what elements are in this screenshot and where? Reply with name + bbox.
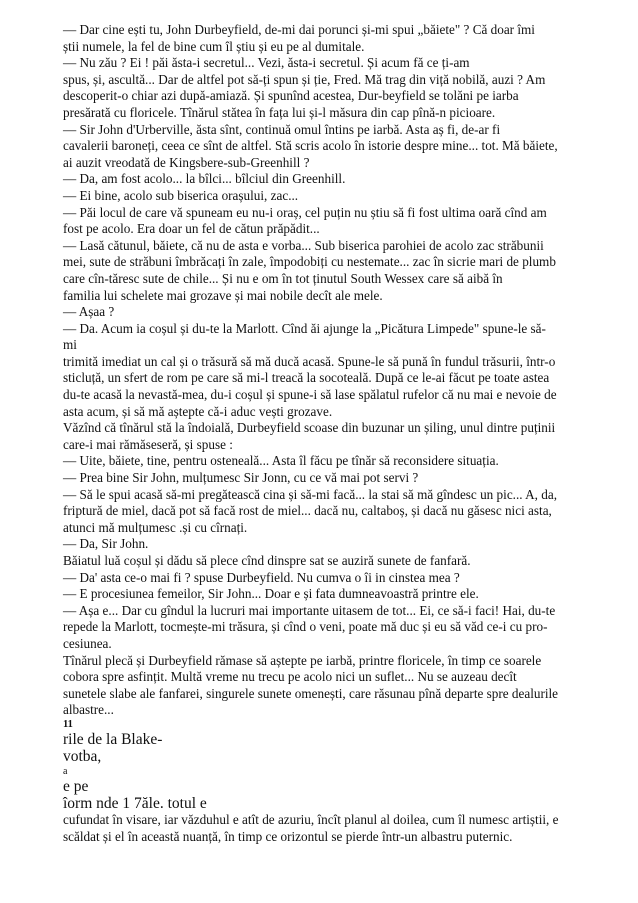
text-line: du-te acasă la nevastă-mea, du-i coșul și spune-i să lase spălatul rufelor că nu mai e nevoie de xyxy=(63,387,557,403)
text-line: — Da, am fost acolo... la bîlci... bîlciul din Greenhill. xyxy=(63,171,346,187)
fragment-line: rile de la Blake- xyxy=(63,730,163,748)
text-line: mei, sute de străbuni îmbrăcați în zale, împodobiți cu nestemate... zac în sicrie mari de plumb xyxy=(63,254,556,270)
text-line: care cîn-tăresc sute de chile... Și nu e om în tot ținutul South Wessex care să aibă în xyxy=(63,270,503,286)
text-line: — Lasă cătunul, băiete, că nu de asta e vorba... Sub biserica parohiei de acolo zac străbunii xyxy=(63,237,544,253)
text-line: spus, și, ascultă... Dar de altfel pot să-ți spun și ție, Fred. Mă trag din viță nobilă, auzi ? Am xyxy=(63,71,546,87)
tail-line: cufundat în visare, iar văzduhul e atît de azuriu, încît planul al doilea, cum îl numesc artiștii, e xyxy=(63,811,559,827)
text-line: atunci mă mulțumesc .și cu cîrnați. xyxy=(63,519,248,535)
text-line: Văzînd că tînărul stă la îndoială, Durbeyfield scoase din buzunar un șiling, unul dintre puținii xyxy=(63,420,556,436)
text-line: — Să le spui acasă să-mi pregătească cina și să-mi facă... la stai să mă gîndesc un pic... A, da, xyxy=(63,486,557,502)
text-line: repede la Marlott, tocmește-mi trăsura, și cînd o veni, poate mă duc și eu să văd ce-i cu pro- xyxy=(63,619,548,635)
page-number: 11 xyxy=(63,718,73,730)
text-line: sticluță, un sfert de rom pe care să mi-l treacă la socoteală. După ce le-ai făcut pe toate astea xyxy=(63,370,550,386)
text-line: friptură de miel, dacă pot să facă rost de miel... dacă nu, caltaboș, și dacă nu găsesc nici asta, xyxy=(63,503,552,519)
text-line: descoperit-o chiar azi după-amiază. Și spunînd acestea, Dur-beyfield se tolăni pe iarba xyxy=(63,88,519,104)
fragment-line: votba, xyxy=(63,747,102,765)
text-line: — Dar cine ești tu, John Durbeyfield, de-mi dai porunci și-mi spui „băiete" ? Că doar îmi xyxy=(63,22,535,37)
text-line: — Uite, băiete, tine, pentru osteneală... Asta îl făcu pe tînăr să reconsidere situația. xyxy=(63,453,499,469)
stray-fragments xyxy=(63,731,573,812)
text-line: albastre... xyxy=(63,702,114,718)
text-line: Băiatul luă coșul și dădu să plece cînd dinspre sat se auziră sunete de fanfară. xyxy=(63,553,471,568)
fragment-line: îorm nde 1 7ăle. totul e xyxy=(63,794,207,812)
text-line: presărată cu floricele. Tînărul stătea în fața lui și-l măsura din cap pînă-n picioare. xyxy=(63,104,496,120)
text-line: — Ei bine, acolo sub biserica orașului, zac... xyxy=(63,187,299,203)
text-line: — Da. Acum ia coșul și du-te la Marlott. Cînd ăi ajunge la „Picătura Limpede" spune-le să- xyxy=(63,320,546,336)
text-line: — Sir John d'Urberville, ăsta sînt, continuă omul întins pe iarbă. Asta aș fi, de-ar fi xyxy=(63,121,501,137)
text-line: trimită imediat un cal și o trăsură să mă ducă acasă. Spune-le să pună în fundul trăsurii, într-o xyxy=(63,353,556,369)
text-line: — Prea bine Sir John, mulțumesc Sir Jonn, cu ce vă mai pot servi ? xyxy=(63,470,419,486)
text-line: știi numele, la fel de bine cum îl știu și eu pe al dumitale. xyxy=(63,38,365,54)
text-line: — Nu zău ? Ei ! păi ăsta-i secretul... Vezi, ăsta-i secretul. Și acum fă ce ți-am xyxy=(63,55,470,71)
tail-line: scăldat și el în această nuanță, în timp ce orizontul se pierde într-un albastru puternic. xyxy=(63,828,513,844)
text-line: asta acum, și să mă aștepte că-i aduc vești grozave. xyxy=(63,403,333,419)
text-line: — Așa e... Dar cu gîndul la lucruri mai importante uitasem de tot... Ei, ce să-i faci! Hai, du-te xyxy=(63,602,556,618)
fragment-line: e pe xyxy=(63,777,89,795)
text-line: cesiunea. xyxy=(63,635,112,651)
text-line: Tînărul plecă și Durbeyfield rămase să aștepte pe iarbă, printre floricele, în timp ce soarele xyxy=(63,652,542,668)
tail-text xyxy=(63,812,573,845)
text-line: cavalerii baroneți, ceea ce sînt de altfel. Stă scris acolo în istorie despre mine... tot. Mă băiete, xyxy=(63,138,558,154)
text-line: — Păi locul de care vă spuneam eu nu-i oraș, cel puțin nu știu să fi fost ultima oară cînd am xyxy=(63,204,547,220)
text-line: — Da' asta ce-o mai fi ? spuse Durbeyfield. Nu cumva o îi in cinstea mea ? xyxy=(63,569,460,585)
fragment-line: a xyxy=(63,765,68,777)
text-line: — Așaa ? xyxy=(63,304,115,320)
text-line: familia lui schelete mai grozave și mai nobile decît ale mele. xyxy=(63,287,383,303)
text-line: sunetele slabe ale fanfarei, singurele sunete omenești, care răsunau pînă departe spre dealurile xyxy=(63,685,559,701)
text-line: ai auzit vreodată de Kingsbere-sub-Greenhill ? xyxy=(63,154,310,170)
text-line: care-i mai rămăseseră, și spuse : xyxy=(63,436,233,452)
text-line: mi xyxy=(63,337,77,353)
text-line: — Da, Sir John. xyxy=(63,536,149,552)
text-line: fost pe acolo. Era doar un fel de cătun prăpădit... xyxy=(63,221,320,237)
body-text xyxy=(63,22,573,719)
text-line: cobora spre asfințit. Multă vreme nu trecu pe acolo nici un suflet... Nu se auzeau decît xyxy=(63,669,517,685)
document-page xyxy=(63,22,573,845)
text-line: — E procesiunea femeilor, Sir John... Doar e și fata dumneavoastră printre ele. xyxy=(63,586,479,602)
